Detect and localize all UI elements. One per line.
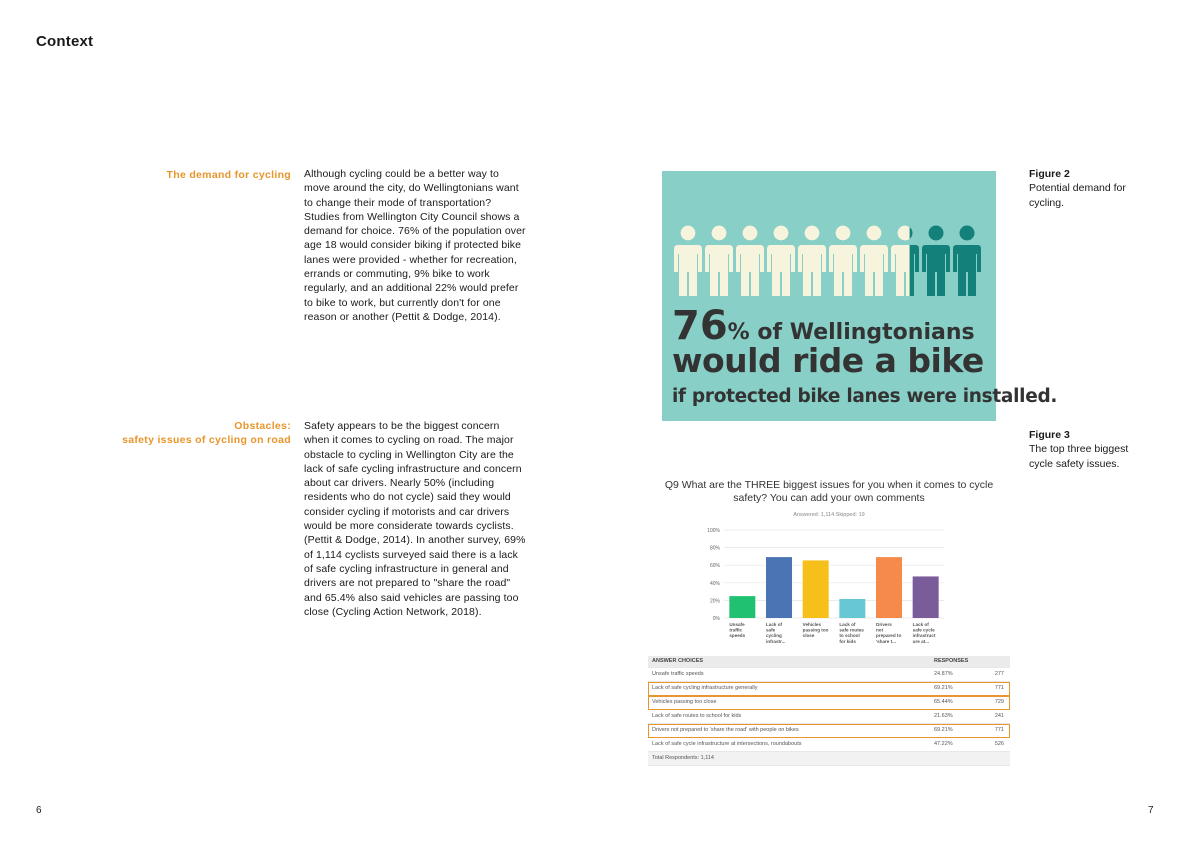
- answer-percent: 65.44%: [934, 699, 953, 705]
- header-responses: RESPONSES: [934, 658, 969, 664]
- answer-percent: 21.63%: [934, 713, 953, 719]
- bar: [803, 560, 829, 618]
- poster-line-2: would ride a bike: [672, 341, 984, 380]
- poster-stat-suffix: % of Wellingtonians: [727, 320, 975, 345]
- y-tick-label: 100%: [707, 528, 720, 534]
- body-line: lack of safe cycling infrastructure and concern: [304, 462, 522, 475]
- body-line: obstacle to cycling in Wellington City are the: [304, 448, 514, 461]
- body-line: age 18 would consider biking if protected bike: [304, 239, 522, 252]
- x-tick-label: Drivers not prepared to 'share t...: [876, 622, 902, 644]
- answer-count: 771: [994, 727, 1004, 733]
- section-body-obstacles: [304, 419, 574, 619]
- chart-title: [648, 479, 1010, 505]
- y-tick-label: 80%: [709, 545, 720, 552]
- body-line: Although cycling could be a better way to: [304, 168, 499, 180]
- poster-line-3: if protected bike lanes were installed.: [672, 386, 1058, 407]
- table-row: [648, 696, 1010, 710]
- y-tick-label: 0%: [712, 616, 720, 622]
- answer-percent: 69.21%: [934, 727, 953, 733]
- answer-choice: Unsafe traffic speeds: [652, 671, 704, 677]
- table-row: [648, 710, 1010, 724]
- table-row: [648, 724, 1010, 738]
- section-label-line: safety issues of cycling on road: [122, 434, 291, 446]
- body-line: of 1,114 cyclists surveyed said there is a lack: [304, 548, 519, 561]
- table-row: [648, 738, 1010, 752]
- caption-line: The top three biggest: [1029, 443, 1129, 456]
- answer-choice: Lack of safe routes to school for kids: [652, 713, 742, 719]
- body-line: demand for choice. 76% of the population over: [304, 225, 526, 238]
- answer-choice: Lack of safe cycle infrastructure at intersections, roundabouts: [652, 741, 802, 747]
- y-tick-label: 20%: [709, 598, 720, 605]
- answer-count: 771: [994, 685, 1004, 691]
- answer-choice: Drivers not prepared to 'share the road' with people on bikes: [652, 727, 799, 733]
- bar: [876, 557, 902, 618]
- caption-line: cycling.: [1029, 196, 1065, 209]
- body-line: to change their mode of transportation?: [304, 196, 492, 209]
- body-line: (Pettit & Dodge, 2014). In another survey, 69%: [304, 534, 526, 547]
- body-line: Studies from Wellington City Council shows a: [304, 210, 520, 223]
- body-line: errands or commuting, 9% bike to work: [304, 268, 490, 281]
- table-row: [648, 668, 1010, 682]
- answer-count: 526: [994, 741, 1004, 747]
- figure-3-chart: [648, 475, 1010, 761]
- chart-title-line: safety? You can add your own comments: [733, 492, 925, 504]
- people-icons: [662, 171, 996, 311]
- body-line: Safety appears to be the biggest concern: [304, 420, 500, 432]
- bar: [729, 596, 755, 618]
- poster-stat: 76: [672, 303, 728, 349]
- page-number-right: 7: [1148, 805, 1154, 816]
- total-respondents: Total Respondents: 1,114: [652, 755, 714, 761]
- figure-3-caption: [1029, 428, 1169, 471]
- body-line: to bike to work, but currently don't for one: [304, 296, 501, 309]
- answer-choice: Vehicles passing too close: [652, 699, 717, 705]
- chart-meta: Answered: 1,114 Skipped: 19: [793, 512, 865, 518]
- body-line: when it comes to cycling on road. The major: [304, 434, 514, 447]
- section-body-demand: [304, 167, 574, 324]
- x-tick-label: Unsafe traffic speeds: [729, 622, 746, 639]
- figure-3-label: Figure 3: [1029, 429, 1070, 441]
- body-line: and 65.4% also said vehicles are passing too: [304, 591, 519, 604]
- caption-line: cycle safety issues.: [1029, 457, 1120, 470]
- caption-line: Potential demand for: [1029, 182, 1126, 195]
- body-line: residents who do not cycle) said they would: [304, 491, 511, 504]
- header-choices: ANSWER CHOICES: [652, 658, 704, 664]
- table-header: [648, 656, 1010, 668]
- page-number-left: 6: [36, 805, 42, 816]
- body-line: about car drivers. Nearly 50% (including: [304, 477, 495, 490]
- x-tick-label: Lack of safe cycle infrastruct ure at...: [912, 622, 936, 644]
- answer-count: 277: [994, 671, 1004, 677]
- figure-2-label: Figure 2: [1029, 168, 1070, 180]
- section-label-demand: [100, 168, 291, 182]
- bar: [766, 557, 792, 618]
- y-tick-label: 40%: [709, 580, 720, 587]
- body-line: of safe cycling infrastructure in general and: [304, 562, 509, 575]
- section-label-line: Obstacles:: [234, 420, 291, 432]
- x-tick-label: Vehicles passing too close: [802, 622, 829, 639]
- body-line: reason or another (Pettit & Dodge, 2014).: [304, 310, 501, 323]
- bar-chart: [698, 525, 948, 650]
- page-title: Context: [36, 33, 94, 50]
- body-line: move around the city, do Wellingtonians want: [304, 182, 519, 195]
- answer-count: 241: [994, 713, 1004, 719]
- section-label-obstacles: [90, 419, 291, 447]
- answer-percent: 69.21%: [934, 685, 953, 691]
- section-label-line: The demand for cycling: [166, 169, 291, 181]
- table-total-row: [648, 752, 1010, 766]
- chart-title-line: Q9 What are the THREE biggest issues for you when it comes to cycle: [664, 479, 994, 491]
- bar: [839, 599, 865, 618]
- x-tick-label: Lack of safe cycling infrastr...: [766, 622, 786, 644]
- body-line: lanes were provided - whether for recreation,: [304, 253, 517, 266]
- body-line: would be more considerate towards cyclists.: [304, 520, 514, 533]
- answer-table: [648, 656, 1010, 766]
- body-line: close (Cycling Action Network, 2018).: [304, 605, 482, 618]
- x-tick-label: Lack of safe routes to school for kids: [839, 622, 864, 644]
- body-line: drivers are not prepared to "share the road": [304, 577, 511, 590]
- figure-2-caption: [1029, 167, 1169, 210]
- body-line: regularly, and an additional 22% would prefer: [304, 282, 519, 295]
- answer-percent: 47.22%: [934, 741, 953, 747]
- body-line: consider cycling if motorists and car drivers: [304, 505, 510, 518]
- y-tick-label: 60%: [709, 563, 720, 570]
- bar: [913, 576, 939, 618]
- answer-percent: 24.87%: [934, 671, 953, 677]
- table-row: [648, 682, 1010, 696]
- answer-count: 729: [994, 699, 1004, 705]
- answer-choice: Lack of safe cycling infrastructure generally: [652, 685, 758, 691]
